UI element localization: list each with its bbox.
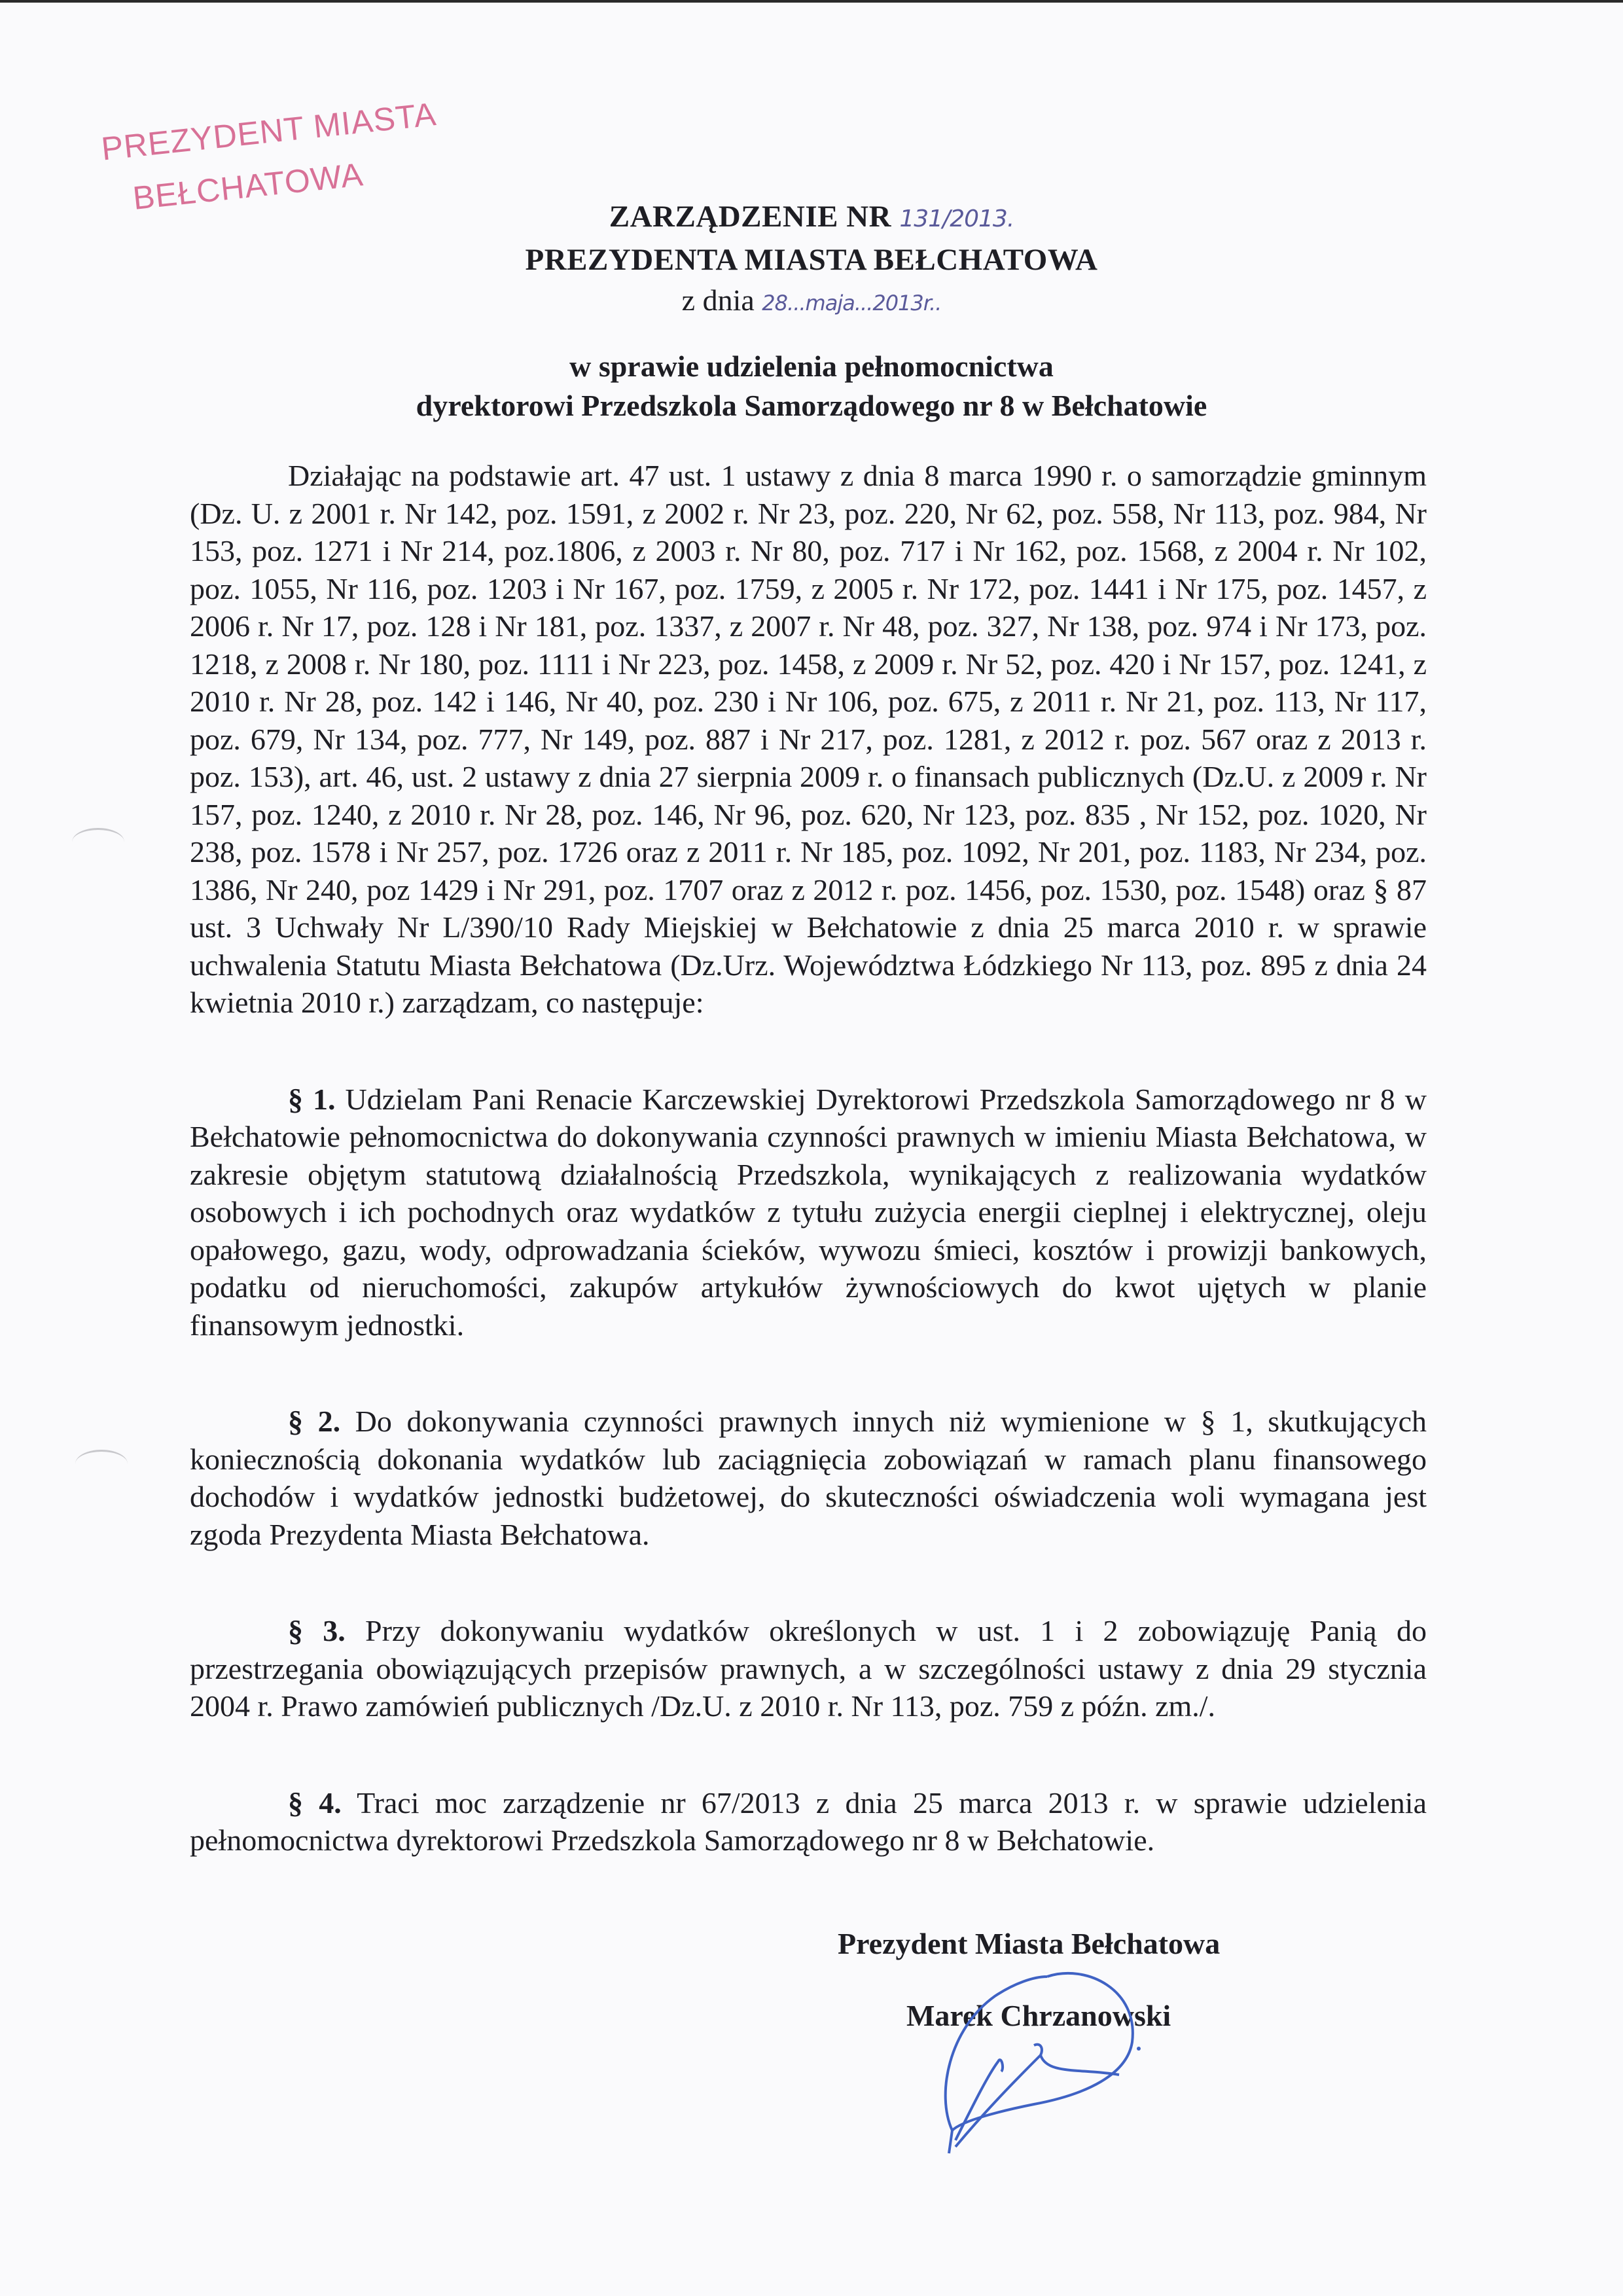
ordinance-title-prefix: ZARZĄDZENIE NR [609, 200, 892, 234]
preamble-paragraph: Działając na podstawie art. 47 ust. 1 ustawy z dnia 8 marca 1990 r. o samorządzie gminnym (Dz. U. z 2001 r. Nr 142, poz. 1591, z 2002 r. Nr 23, poz. 220, Nr 62, poz. 558, Nr 113, poz. 984, Nr 153, poz. 1271 i Nr 214, poz.1806, z 2003 r. Nr 80, poz. 717 i Nr 162, poz. 1568, z 2004 r. Nr 102, poz. 1055, Nr 116, poz. 1203 i Nr 167, poz. 1759, z 2005 r. Nr 172, poz. 1441 i Nr 175, poz. 1457, z 2006 r. Nr 17, poz. 128 i Nr 181, poz. 1337, z 2007 r. Nr 48, poz. 327, Nr 138, poz. 974 i Nr 173, poz. 1218, z 2008 r. Nr 180, poz. 1111 i Nr 223, poz. 1458, z 2009 r. Nr 52, poz. 420 i Nr 157, poz. 1241, z 2010 r. Nr 28, poz. 142 i 146, Nr 40, poz. 230 i Nr 106, poz. 675, z 2011 r. Nr 21, poz. 113, Nr 117, poz. 679, Nr 134, poz. 777, Nr 149, poz. 887 i Nr 217, poz. 1281, z 2012 r. poz. 567 oraz z 2013 r. poz. 153), art. 46, ust. 2 ustawy z dnia 27 sierpnia 2009 r. o finansach publicznych (Dz.U. z 2009 r. Nr 157, poz. 1240, z 2010 r. Nr 28, poz. 146, Nr 96, poz. 620, Nr 123, poz. 835 , Nr 152, poz. 1020, Nr 238, poz. 1578 i Nr 257, poz. 1726 oraz z 2011 r. Nr 185, poz. 1092, Nr 201, poz. 1183, Nr 234, poz. 1386, Nr 240, poz 1429 i Nr 291, poz. 1707 oraz z 2012 r. poz. 1456, poz. 1530, poz. 1548) oraz § 87 ust. 3 Uchwały Nr L/390/10 Rady Miejskiej w Bełchatowie z dnia 25 marca 2010 r. w sprawie uchwalenia Statutu Miasta Bełchatowa (Dz.Urz. Województwa Łódzkiego Nr 113, poz. 895 z dnia 24 kwietnia 2010 r.) zarządzam, co następuje: [190, 459, 1427, 1019]
handwritten-signature-icon [936, 1964, 1145, 2160]
stamp-line-2: BEŁCHATOWA [131, 156, 365, 217]
scan-top-edge [0, 0, 1623, 3]
ordinance-title [0, 196, 1623, 240]
signatory-title: Prezydent Miasta Bełchatowa [838, 1927, 1221, 1960]
ordinance-date [0, 280, 1623, 323]
subject-line-2: dyrektorowi Przedszkola Samorządowego nr 8 w Bełchatowie [416, 389, 1207, 422]
punch-hole-mark [75, 1450, 128, 1478]
document-header [0, 196, 1623, 323]
document-subject [0, 347, 1623, 425]
section-number: § 2. [288, 1405, 341, 1438]
section-number: § 4. [288, 1785, 342, 1820]
section-text: Do dokonywania czynności prawnych innych niż wymienione w § 1, skutkujących koniecznością dokonania wydatków lub zaciągnięcia zobowiązań w ramach planu finansowego dochodów i wydatków jednostki budżetowej, do skuteczności oświadczenia woli wymagana jest zgoda Prezydenta Miasta Bełchatowa. [190, 1405, 1427, 1551]
ordinance-number-handwritten: 131/2013. [899, 206, 1014, 232]
section-text: Udzielam Pani Renacie Karczewskiej Dyrektorowi Przedszkola Samorządowego nr 8 w Bełchatowie pełnomocnictwa do dokonywania czynności prawnych w imieniu Miasta Bełchatowa, w zakresie objętym statutową działalnością Przedszkola, wynikających z realizowania wydatków osobowych i ich pochodnych oraz wydatków z tytułu zużycia energii cieplnej i elektrycznej, oleju opałowego, gazu, wody, odprowadzania ścieków, wywozu śmieci, kosztów i prowizji bankowych, podatku od nieruchomości, zakupów artykułów żywnościowych do kwot ujętych w planie finansowym jednostki. [190, 1082, 1427, 1342]
section-text: Traci moc zarządzenie nr 67/2013 z dnia 25 marca 2013 r. w sprawie udzielenia pełnomocnictwa dyrektorowi Przedszkola Samorządowego nr 8 w Bełchatowie. [190, 1785, 1427, 1857]
document-body [190, 457, 1427, 1859]
date-handwritten: 28...maja...2013r.. [762, 291, 942, 315]
stamp-line-1: PREZYDENT MIASTA [99, 96, 438, 168]
subject-line-1: w sprawie udzielenia pełnomocnictwa [569, 350, 1054, 383]
section-number: § 1. [288, 1082, 336, 1116]
section-paragraph-4 [190, 1784, 1427, 1859]
date-prefix: z dnia [681, 283, 755, 317]
section-paragraph-3 [190, 1612, 1427, 1725]
section-paragraph-2 [190, 1403, 1427, 1553]
punch-hole-mark [72, 828, 124, 856]
section-text: Przy dokonywaniu wydatków określonych w ust. 1 i 2 zobowiązuję Panią do przestrzegania obowiązujących przepisów prawnych, a w szczególności ustawy z dnia 29 stycznia 2004 r. Prawo zamówień publicznych /Dz.U. z 2010 r. Nr 113, poz. 759 z późn. zm./. [190, 1614, 1427, 1723]
section-paragraph-1 [190, 1081, 1427, 1344]
issuer-title: PREZYDENTA MIASTA BEŁCHATOWA [525, 243, 1098, 277]
section-number: § 3. [288, 1614, 346, 1647]
signatory-name: Marek Chrzanowski [906, 1999, 1171, 2032]
